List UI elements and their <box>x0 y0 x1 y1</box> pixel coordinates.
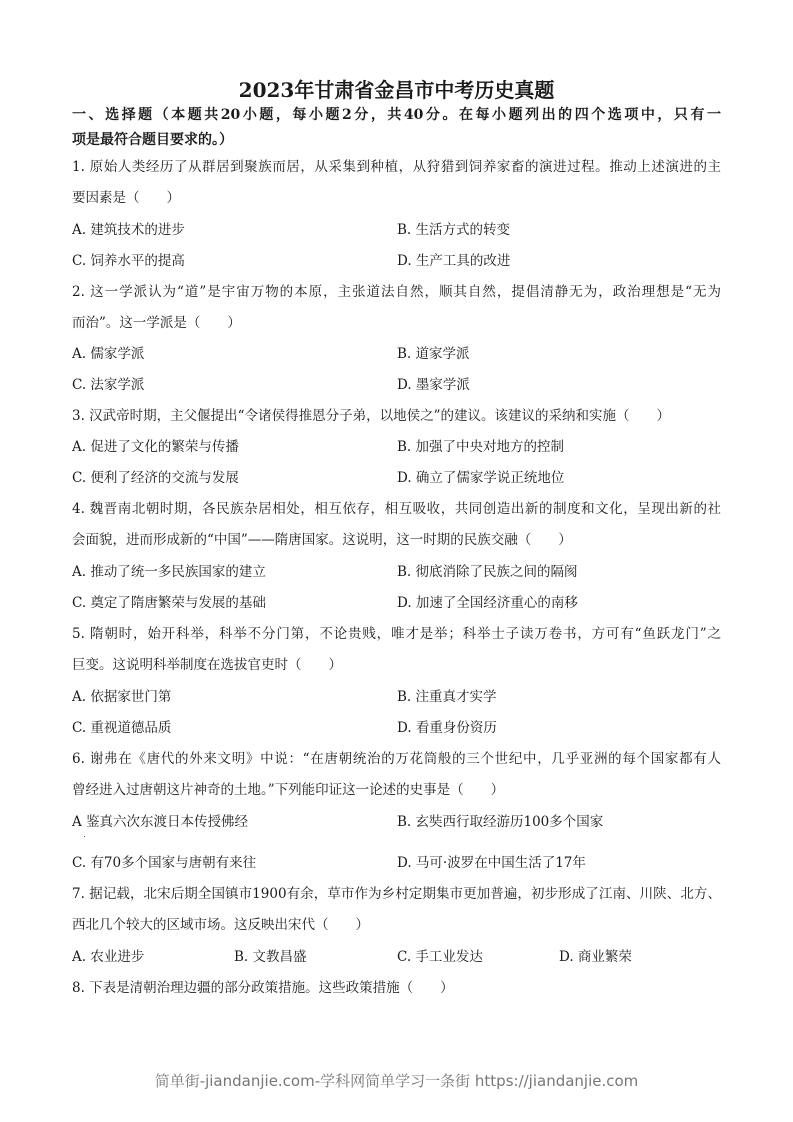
question-7-option-b: B. 文教昌盛 <box>234 949 307 965</box>
question-2-option-c: C. 法家学派 <box>72 377 145 393</box>
question-3-option-a: A. 促进了文化的繁荣与传播 <box>72 439 239 455</box>
question-7-option-d: D. 商业繁荣 <box>559 949 632 965</box>
question-5-option-d: D. 看重身份资历 <box>397 720 497 736</box>
question-2-option-a: A. 儒家学派 <box>72 346 145 362</box>
question-5-option-c: C. 重视道德品质 <box>72 720 172 736</box>
question-8-stem: 8. 下表是清朝治理边疆的部分政策措施。这些政策措施（ ） <box>72 980 454 996</box>
question-1-option-b: B. 生活方式的转变 <box>397 222 511 238</box>
question-4-option-d: D. 加速了全国经济重心的南移 <box>397 595 578 611</box>
question-6-option-c: C. 有70多个国家与唐朝有来往 <box>72 855 257 871</box>
question-2-option-b: B. 道家学派 <box>397 346 470 362</box>
question-1-option-a: A. 建筑技术的进步 <box>72 222 185 238</box>
question-6-option-a: A 鉴真六次东渡日本传授佛经 <box>72 814 249 830</box>
question-5-option-a: A. 依据家世门第 <box>72 689 172 705</box>
question-4-option-a: A. 推动了统一多民族国家的建立 <box>72 564 266 580</box>
question-1-stem-cont: 要因素是（ ） <box>72 190 180 206</box>
question-1-option-c: C. 饲养水平的提高 <box>72 253 185 269</box>
question-5-option-b: B. 注重真才实学 <box>397 689 497 705</box>
section-heading: 一、选择题（本题共20小题，每小题2分，共40分。在每小题列出的四个选项中，只有一 <box>72 107 721 123</box>
question-7-option-a: A. 农业进步 <box>72 949 145 965</box>
question-4-option-c: C. 奠定了隋唐繁荣与发展的基础 <box>72 595 266 611</box>
stray-mark <box>84 836 85 837</box>
question-2-option-d: D. 墨家学派 <box>397 377 470 393</box>
question-7-option-c: C. 手工业发达 <box>397 949 483 965</box>
question-2-stem: 2. 这一学派认为“道”是宇宙万物的本原，主张道法自然，顺其自然，提倡清静无为，政治理想是“无为 <box>72 284 721 300</box>
question-3-option-c: C. 便利了经济的交流与发展 <box>72 470 239 486</box>
page-title: 2023年甘肃省金昌市中考历史真题 <box>238 78 555 102</box>
question-7-stem-cont: 西北几个较大的区域市场。这反映出宋代（ ） <box>72 917 369 933</box>
question-1-option-d: D. 生产工具的改进 <box>397 253 511 269</box>
question-4-stem-cont: 会面貌，进而形成新的“中国”——隋唐国家。这说明，这一时期的民族交融（ ） <box>72 532 572 548</box>
question-3-stem: 3. 汉武帝时期，主父偃提出“令诸侯得推恩分子弟，以地侯之”的建议。该建议的采纳和实施（ ） <box>72 408 670 424</box>
question-6-stem-cont: 曾经进入过唐朝这片神奇的土地。”下列能印证这一论述的史事是（ ） <box>72 782 505 798</box>
footer-watermark: 简单街-jiandanjie.com-学科网简单学习一条街 https://jiandanjie.com <box>154 1072 639 1090</box>
question-5-stem-cont: 巨变。这说明科举制度在选拔官吏时（ ） <box>72 657 342 673</box>
section-heading-cont: 项是最符合题目要求的。） <box>72 132 233 148</box>
question-5-stem: 5. 隋朝时，始开科举，科举不分门第，不论贵贱，唯才是举；科举士子读万卷书，方可有“鱼跃龙门”之 <box>72 626 721 642</box>
question-6-option-d: D. 马可·波罗在中国生活了17年 <box>397 855 586 871</box>
question-3-option-b: B. 加强了中央对地方的控制 <box>397 439 565 455</box>
question-2-stem-cont: 而治”。这一学派是（ ） <box>72 315 241 331</box>
question-4-stem: 4. 魏晋南北朝时期，各民族杂居相处，相互依存，相互吸收，共同创造出新的制度和文化，呈现出新的社 <box>72 501 721 517</box>
question-4-option-b: B. 彻底消除了民族之间的隔阂 <box>397 564 578 580</box>
question-7-stem: 7. 据记载，北宋后期全国镇市1900有余，草市作为乡村定期集市更加普遍，初步形成了江南、川陕、北方、 <box>72 886 721 902</box>
question-6-stem: 6. 谢弗在《唐代的外来文明》中说：“在唐朝统治的万花筒般的三个世纪中，几乎亚洲的每个国家都有人 <box>72 751 721 767</box>
question-3-option-d: D. 确立了儒家学说正统地位 <box>397 470 565 486</box>
question-6-option-b: B. 玄奘西行取经游历100多个国家 <box>397 814 604 830</box>
question-1-stem: 1. 原始人类经历了从群居到聚族而居，从采集到种植，从狩猎到饲养家畜的演进过程。推动上述演进的主 <box>72 159 721 175</box>
